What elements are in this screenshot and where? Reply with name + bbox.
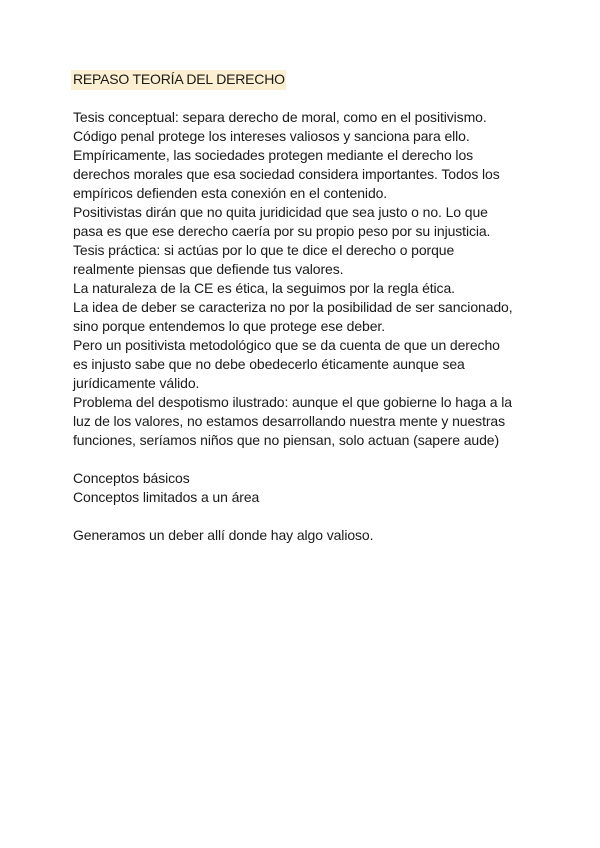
document-page bbox=[73, 70, 533, 545]
title-line bbox=[73, 70, 533, 89]
text-line: luz de los valores, no estamos desarrollando nuestra mente y nuestras bbox=[73, 413, 506, 429]
text-line: Generamos un deber allí donde hay algo valioso. bbox=[73, 527, 374, 543]
text-line: funciones, seríamos niños que no piensan, solo actuan (sapere aude) bbox=[73, 432, 500, 448]
text-line: jurídicamente válido. bbox=[73, 375, 200, 391]
text-line: pasa es que ese derecho caería por su propio peso por su injusticia. bbox=[73, 223, 491, 239]
text-line: Positivistas dirán que no quita juridicidad que sea justo o no. Lo que bbox=[73, 204, 488, 220]
text-line: empíricos defienden esta conexión en el contenido. bbox=[73, 185, 388, 201]
text-line: Conceptos básicos bbox=[73, 470, 190, 486]
text-line: Empíricamente, las sociedades protegen mediante el derecho los bbox=[73, 147, 474, 163]
blank-line bbox=[73, 507, 533, 526]
text-line: Código penal protege los intereses valiosos y sanciona para ello. bbox=[73, 128, 470, 144]
document-title: REPASO TEORÍA DEL DERECHO bbox=[71, 70, 286, 90]
text-line: Pero un positivista metodológico que se da cuenta de que un derecho bbox=[73, 337, 500, 353]
text-line: es injusto sabe que no debe obedecerlo éticamente aunque sea bbox=[73, 356, 465, 372]
notes-block-concepts bbox=[73, 469, 533, 507]
text-line: Problema del despotismo ilustrado: aunque el que gobierne lo haga a la bbox=[73, 394, 512, 410]
blank-line bbox=[73, 450, 533, 469]
text-line: La naturaleza de la CE es ética, la seguimos por la regla ética. bbox=[73, 280, 455, 296]
text-line: derechos morales que esa sociedad considera importantes. Todos los bbox=[73, 166, 500, 182]
notes-block-conclusion bbox=[73, 526, 533, 545]
text-line: Tesis conceptual: separa derecho de moral, como en el positivismo. bbox=[73, 109, 487, 125]
notes-block-main bbox=[73, 108, 533, 450]
text-line: realmente piensas que defiende tus valores. bbox=[73, 261, 344, 277]
text-line: sino porque entendemos lo que protege ese deber. bbox=[73, 318, 385, 334]
text-line: La idea de deber se caracteriza no por la posibilidad de ser sancionado, bbox=[73, 299, 513, 315]
text-line: Tesis práctica: si actúas por lo que te dice el derecho o porque bbox=[73, 242, 455, 258]
text-line: Conceptos limitados a un área bbox=[73, 489, 260, 505]
